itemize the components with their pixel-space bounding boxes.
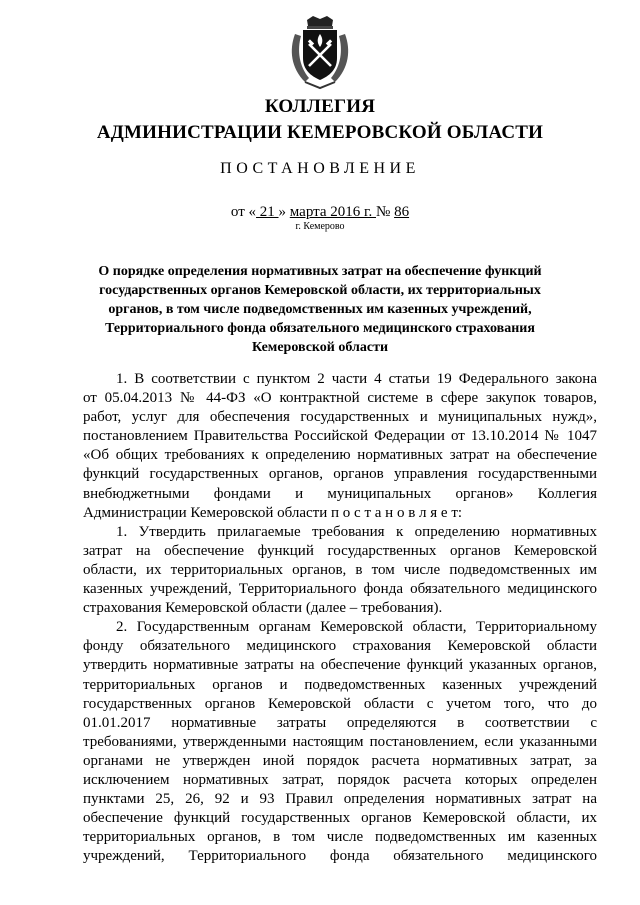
heading-line: Кемеровской области xyxy=(251,340,389,355)
document-body xyxy=(83,370,597,866)
heading-line: Территориального фонда обязательного медицинского страхования xyxy=(105,321,535,336)
body-line: учреждений, Территориального фонда обязательного медицинского xyxy=(83,848,597,865)
body-line: территориальных органов и подведомственных казенных учреждений xyxy=(83,676,597,693)
body-line: фонду обязательного медицинского страхования Кемеровской области xyxy=(83,638,597,655)
body-line: 1. В соответствии с пунктом 2 части 4 статьи 19 Федерального закона xyxy=(116,371,597,387)
org-title-line2: АДМИНИСТРАЦИИ КЕМЕРОВСКОЙ ОБЛАСТИ xyxy=(96,122,544,143)
heading-line: органов, в том числе подведомственных им казенных учреждений, xyxy=(108,302,532,317)
document-heading xyxy=(92,262,548,357)
body-line: «Об общих требованиях к определению нормативных затрат на обеспечение xyxy=(83,447,597,464)
body-line: функций государственных органов, органов управления государственными xyxy=(83,466,597,483)
number-label: № xyxy=(376,204,395,220)
heading-line: О порядке определения нормативных затрат на обеспечение функций xyxy=(98,264,542,279)
body-line: обеспечение функций государственных органов Кемеровской области, их xyxy=(83,810,597,827)
body-line: затрат на обеспечение функций государственных органов Кемеровской xyxy=(83,542,597,559)
body-line: области, их территориальных органов, в том числе подведомственных им xyxy=(83,561,597,578)
document-number: 86 xyxy=(394,204,410,220)
body-line: исключением нормативных затрат, порядок расчета которых определен xyxy=(83,771,597,788)
date-prefix: от « xyxy=(230,204,257,220)
org-title-line1: КОЛЛЕГИЯ xyxy=(264,96,376,117)
body-line: внебюджетными фондами и муниципальных органов» Коллегия xyxy=(83,485,597,502)
body-line: утвердить нормативные затраты на обеспечение функций указанных органов, xyxy=(83,657,597,674)
date-number-line xyxy=(0,204,640,221)
date-day: 21 xyxy=(256,204,279,220)
body-line: 01.01.2017 нормативные затраты определяются в соответствии с xyxy=(83,714,597,731)
body-line: работ, услуг для обеспечения государственных и муниципальных нужд», xyxy=(83,409,597,426)
body-line: 1. Утвердить прилагаемые требования к определению нормативных xyxy=(116,523,597,540)
body-line: государственных органов Кемеровской области с учетом того, что до xyxy=(83,695,597,712)
body-line: 2. Государственным органам Кемеровской области, Территориальному xyxy=(116,619,597,636)
body-line: требованиями, утвержденными настоящим постановлением, если указанными xyxy=(83,733,597,750)
date-mid: » xyxy=(278,204,290,220)
body-line: пунктами 25, 26, 92 и 93 Правил определения нормативных затрат на xyxy=(83,791,597,808)
body-line: органами не утвержден иной порядок расчета нормативных затрат, за xyxy=(83,752,597,769)
body-line: постановлением Правительства Российской Федерации от 13.10.2014 № 1047 xyxy=(83,428,597,445)
body-line: казенных учреждений, Территориального фонда обязательного медицинского xyxy=(83,581,597,598)
date-month-year: марта 2016 г. xyxy=(289,204,376,220)
body-line: территориальных органов, в том числе подведомственных им казенных xyxy=(83,829,597,846)
kemerovo-coat-of-arms-icon xyxy=(287,14,353,90)
body-line: страхования Кемеровской области (далее – требования). xyxy=(83,600,443,617)
heading-line: государственных органов Кемеровской области, их территориальных xyxy=(99,283,541,298)
city-label: г. Кемерово xyxy=(295,221,345,232)
document-type: ПОСТАНОВЛЕНИЕ xyxy=(220,160,420,177)
body-line: от 05.04.2013 № 44-ФЗ «О контрактной системе в сфере закупок товаров, xyxy=(83,390,597,407)
body-line: Администрации Кемеровской области п о с т а н о в л я е т: xyxy=(83,504,463,521)
